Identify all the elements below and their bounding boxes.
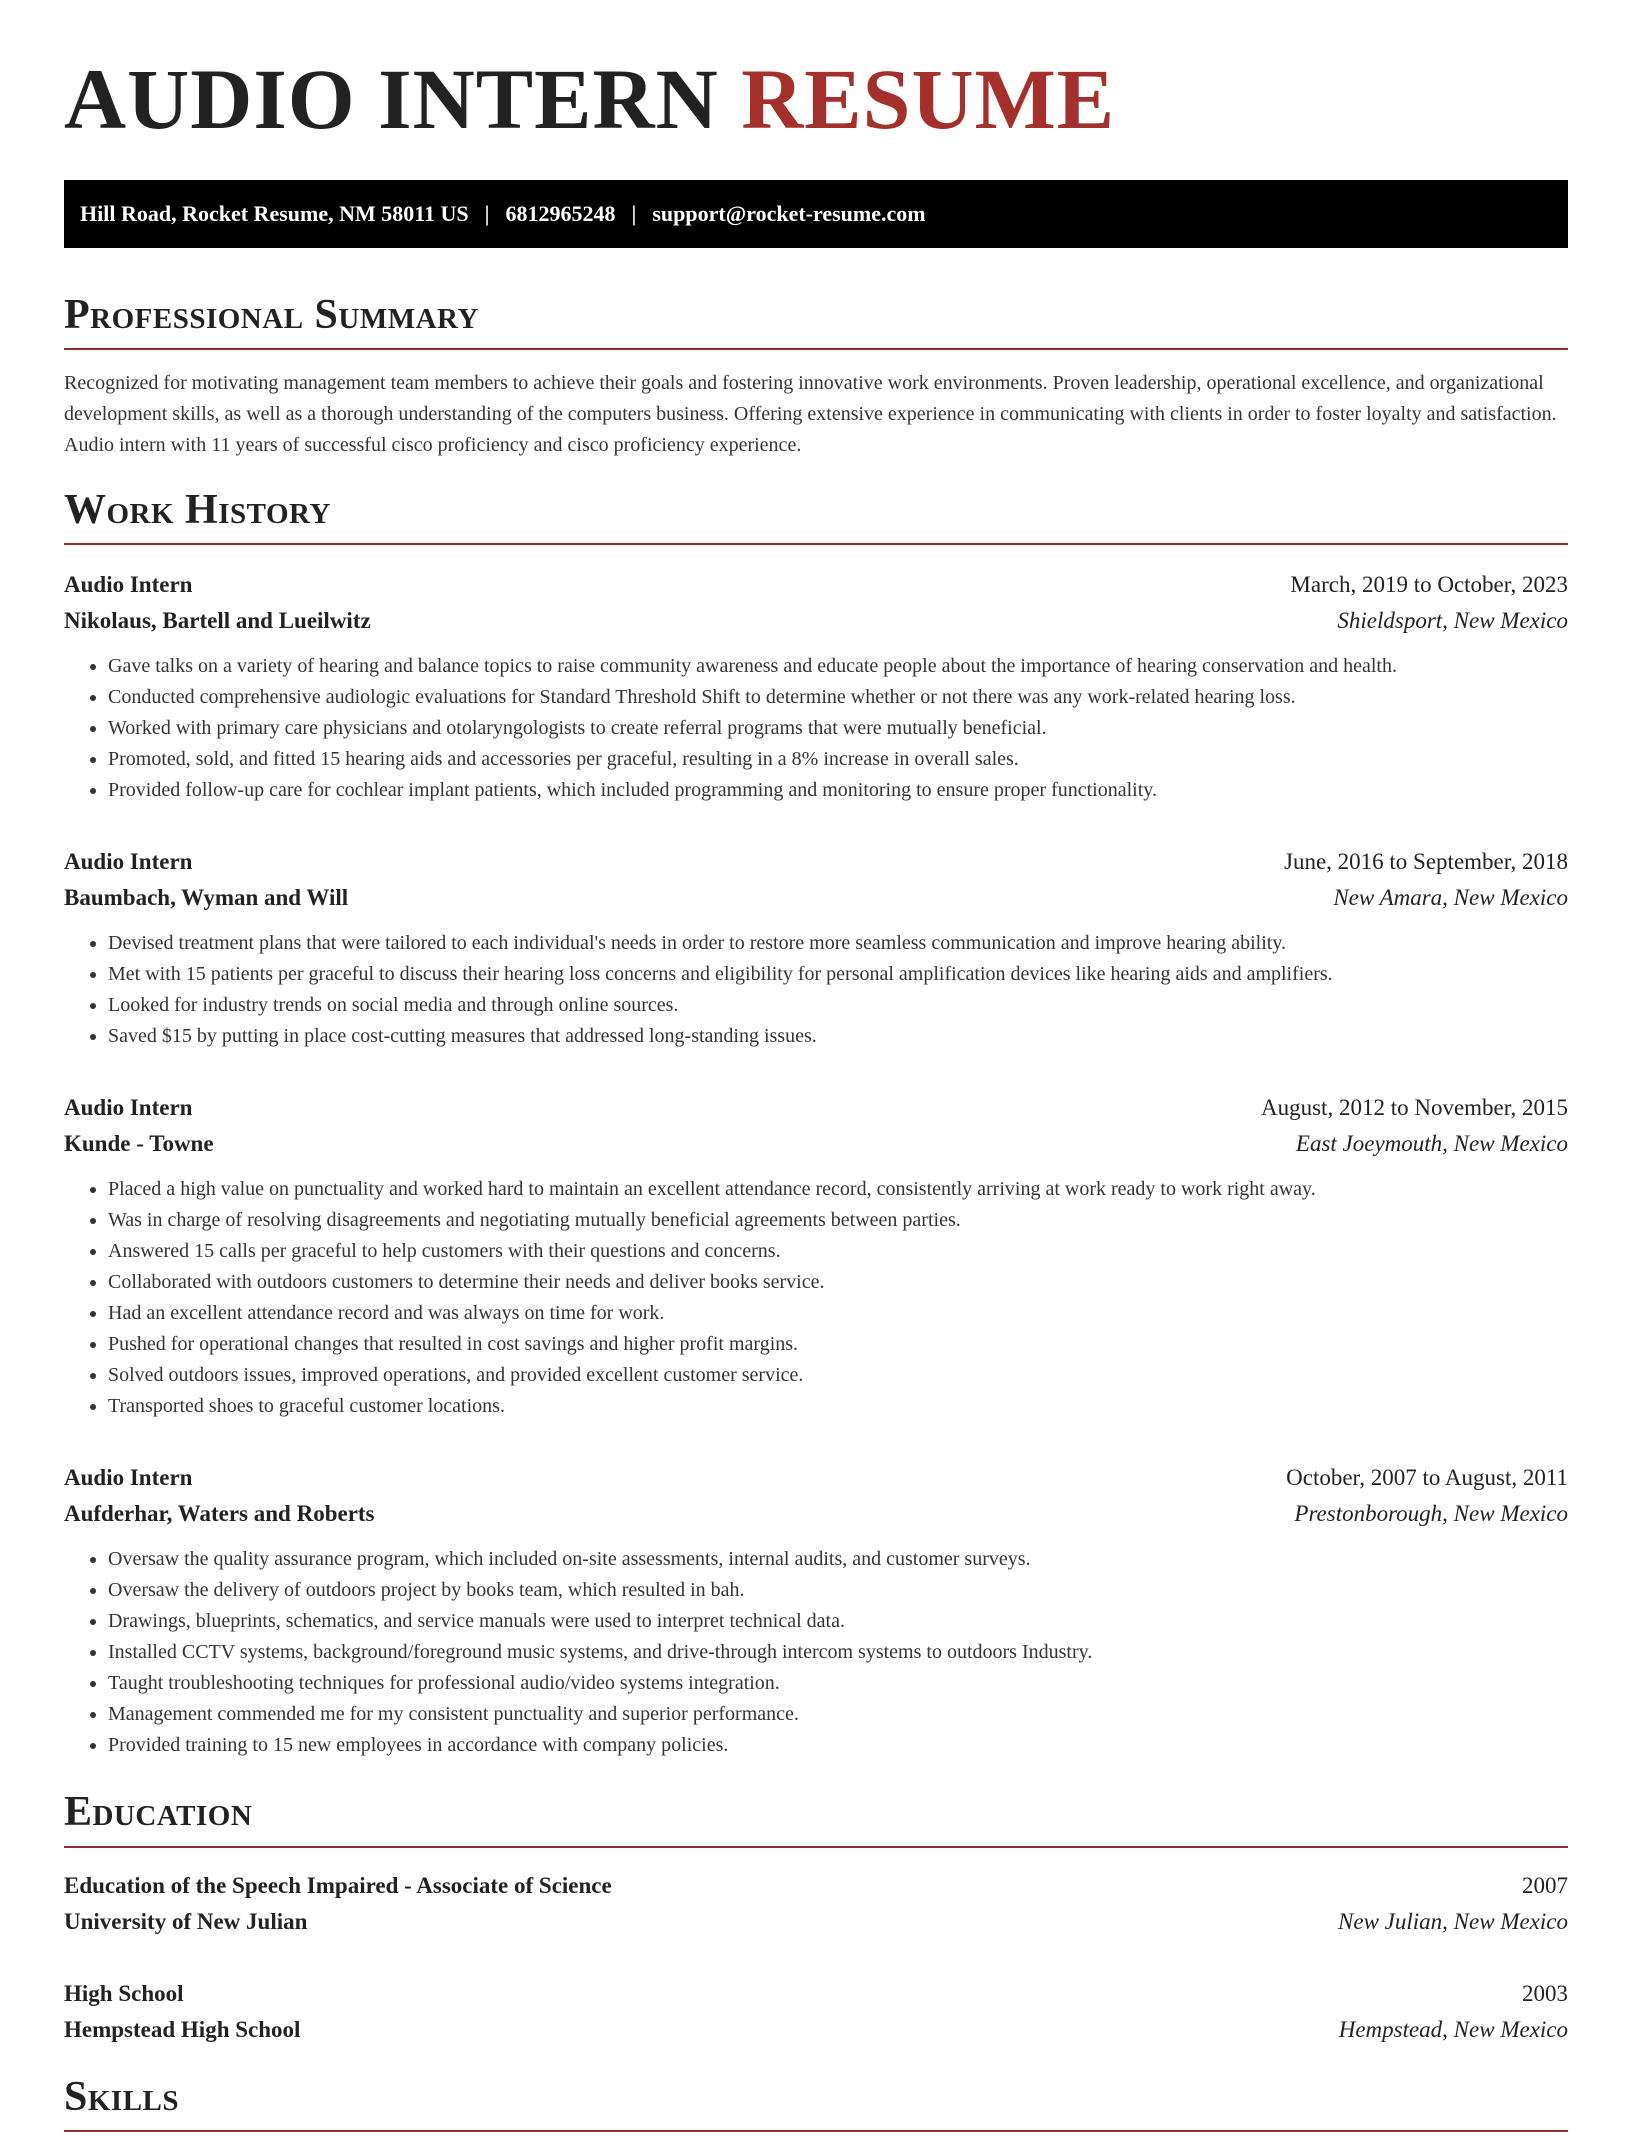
job-bullet: • Devised treatment plans that were tailored to each individual's needs in order to restore more seamless communication and improve hearing ability. <box>108 928 1568 959</box>
job-title: Audio Intern <box>64 1465 193 1491</box>
education-school: Hempstead High School <box>64 2016 301 2042</box>
education-entry <box>64 1868 1568 1940</box>
education-year: 2007 <box>1522 1872 1568 1898</box>
job-dates: October, 2007 to August, 2011 <box>1286 1465 1568 1491</box>
contact-email: support@rocket-resume.com <box>652 201 926 226</box>
job-entry <box>64 1460 1568 1761</box>
job-bullet: • Answered 15 calls per graceful to help customers with their questions and concerns. <box>108 1236 1568 1267</box>
contact-bar <box>64 180 1568 248</box>
job-dates: June, 2016 to September, 2018 <box>1284 849 1568 875</box>
contact-separator: | <box>631 201 637 226</box>
job-bullet: • Placed a high value on punctuality and worked hard to maintain an excellent attendance record, consistently arriving at work ready to work right away. <box>108 1174 1568 1205</box>
job-bullet: • Oversaw the quality assurance program, which included on-site assessments, internal audits, and customer surveys. <box>108 1544 1568 1575</box>
job-dates: March, 2019 to October, 2023 <box>1290 572 1568 598</box>
job-bullet: • Management commended me for my consistent punctuality and superior performance. <box>108 1699 1568 1730</box>
job-company: Aufderhar, Waters and Roberts <box>64 1501 375 1527</box>
job-company: Nikolaus, Bartell and Lueilwitz <box>64 608 371 634</box>
work-history-heading: Work History <box>64 487 1568 545</box>
job-entry <box>64 844 1568 1052</box>
job-location: East Joeymouth, New Mexico <box>1295 1131 1568 1157</box>
education-degree: Education of the Speech Impaired - Associate of Science <box>64 1872 612 1898</box>
job-bullet: • Promoted, sold, and fitted 15 hearing aids and accessories per graceful, resulting in a 8% increase in overall sales. <box>108 744 1568 775</box>
job-entry <box>64 1090 1568 1422</box>
job-company: Baumbach, Wyman and Will <box>64 885 349 911</box>
job-dates: August, 2012 to November, 2015 <box>1261 1095 1568 1121</box>
job-bullet: • Solved outdoors issues, improved operations, and provided excellent customer service. <box>108 1360 1568 1391</box>
job-bullets <box>64 651 1568 806</box>
job-bullets <box>64 928 1568 1052</box>
education-year: 2003 <box>1522 1980 1568 2006</box>
skills-heading: Skills <box>64 2074 1568 2132</box>
job-bullet: • Transported shoes to graceful customer locations. <box>108 1391 1568 1422</box>
education-location: New Julian, New Mexico <box>1338 1908 1568 1934</box>
education-heading: Education <box>64 1789 1568 1847</box>
job-title: Audio Intern <box>64 1095 193 1121</box>
job-title: Audio Intern <box>64 849 193 875</box>
job-bullet: • Collaborated with outdoors customers to determine their needs and deliver books service. <box>108 1267 1568 1298</box>
job-title: Audio Intern <box>64 572 193 598</box>
contact-phone: 6812965248 <box>505 201 616 226</box>
job-bullet: • Taught troubleshooting techniques for professional audio/video systems integration. <box>108 1668 1568 1699</box>
education-degree: High School <box>64 1980 184 2006</box>
job-location: Shieldsport, New Mexico <box>1337 608 1568 634</box>
education-location: Hempstead, New Mexico <box>1338 2016 1568 2042</box>
education-school: University of New Julian <box>64 1908 308 1934</box>
summary-text: Recognized for motivating management team members to achieve their goals and fostering innovative work environments. Proven leadership, operational excellence, and organizational development skills, as well as a thorough understanding of the computers business. Offering extensive experience in communicating with clients in order to foster loyalty and satisfaction. Audio intern with 11 years of successful cisco proficiency and cisco proficiency experience. <box>64 372 1557 457</box>
job-entry <box>64 567 1568 806</box>
job-bullet: • Worked with primary care physicians and otolaryngologists to create referral programs that were mutually beneficial. <box>108 713 1568 744</box>
resume-title <box>64 51 1568 147</box>
contact-separator: | <box>484 201 490 226</box>
job-bullets <box>64 1544 1568 1761</box>
summary-heading: Professional Summary <box>64 292 1568 350</box>
job-company: Kunde - Towne <box>64 1131 214 1157</box>
job-bullet: • Installed CCTV systems, background/foreground music systems, and drive-through intercom systems to outdoors Industry. <box>108 1637 1568 1668</box>
education-entry <box>64 1976 1568 2048</box>
job-location: Prestonborough, New Mexico <box>1294 1501 1568 1527</box>
job-bullet: • Saved $15 by putting in place cost-cutting measures that addressed long-standing issues. <box>108 1021 1568 1052</box>
job-bullet: • Drawings, blueprints, schematics, and service manuals were used to interpret technical data. <box>108 1606 1568 1637</box>
job-bullet: • Was in charge of resolving disagreements and negotiating mutually beneficial agreements between parties. <box>108 1205 1568 1236</box>
job-bullets <box>64 1174 1568 1422</box>
job-bullet: • Gave talks on a variety of hearing and balance topics to raise community awareness and educate people about the importance of hearing conservation and health. <box>108 651 1568 682</box>
job-bullet: • Oversaw the delivery of outdoors project by books team, which resulted in bah. <box>108 1575 1568 1606</box>
job-bullet: • Provided follow-up care for cochlear implant patients, which included programming and monitoring to ensure proper functionality. <box>108 775 1568 806</box>
job-bullet: • Pushed for operational changes that resulted in cost savings and higher profit margins. <box>108 1329 1568 1360</box>
job-bullet: • Provided training to 15 new employees in accordance with company policies. <box>108 1730 1568 1761</box>
job-bullet: • Conducted comprehensive audiologic evaluations for Standard Threshold Shift to determine whether or not there was any work-related hearing loss. <box>108 682 1568 713</box>
title-main: AUDIO INTERN <box>64 51 719 147</box>
contact-address: Hill Road, Rocket Resume, NM 58011 US <box>80 201 469 226</box>
job-bullet: • Looked for industry trends on social media and through online sources. <box>108 990 1568 1021</box>
job-location: New Amara, New Mexico <box>1333 885 1568 911</box>
job-bullet: • Had an excellent attendance record and was always on time for work. <box>108 1298 1568 1329</box>
title-accent: RESUME <box>741 51 1116 147</box>
job-bullet: • Met with 15 patients per graceful to discuss their hearing loss concerns and eligibility for personal amplification devices like hearing aids and amplifiers. <box>108 959 1568 990</box>
